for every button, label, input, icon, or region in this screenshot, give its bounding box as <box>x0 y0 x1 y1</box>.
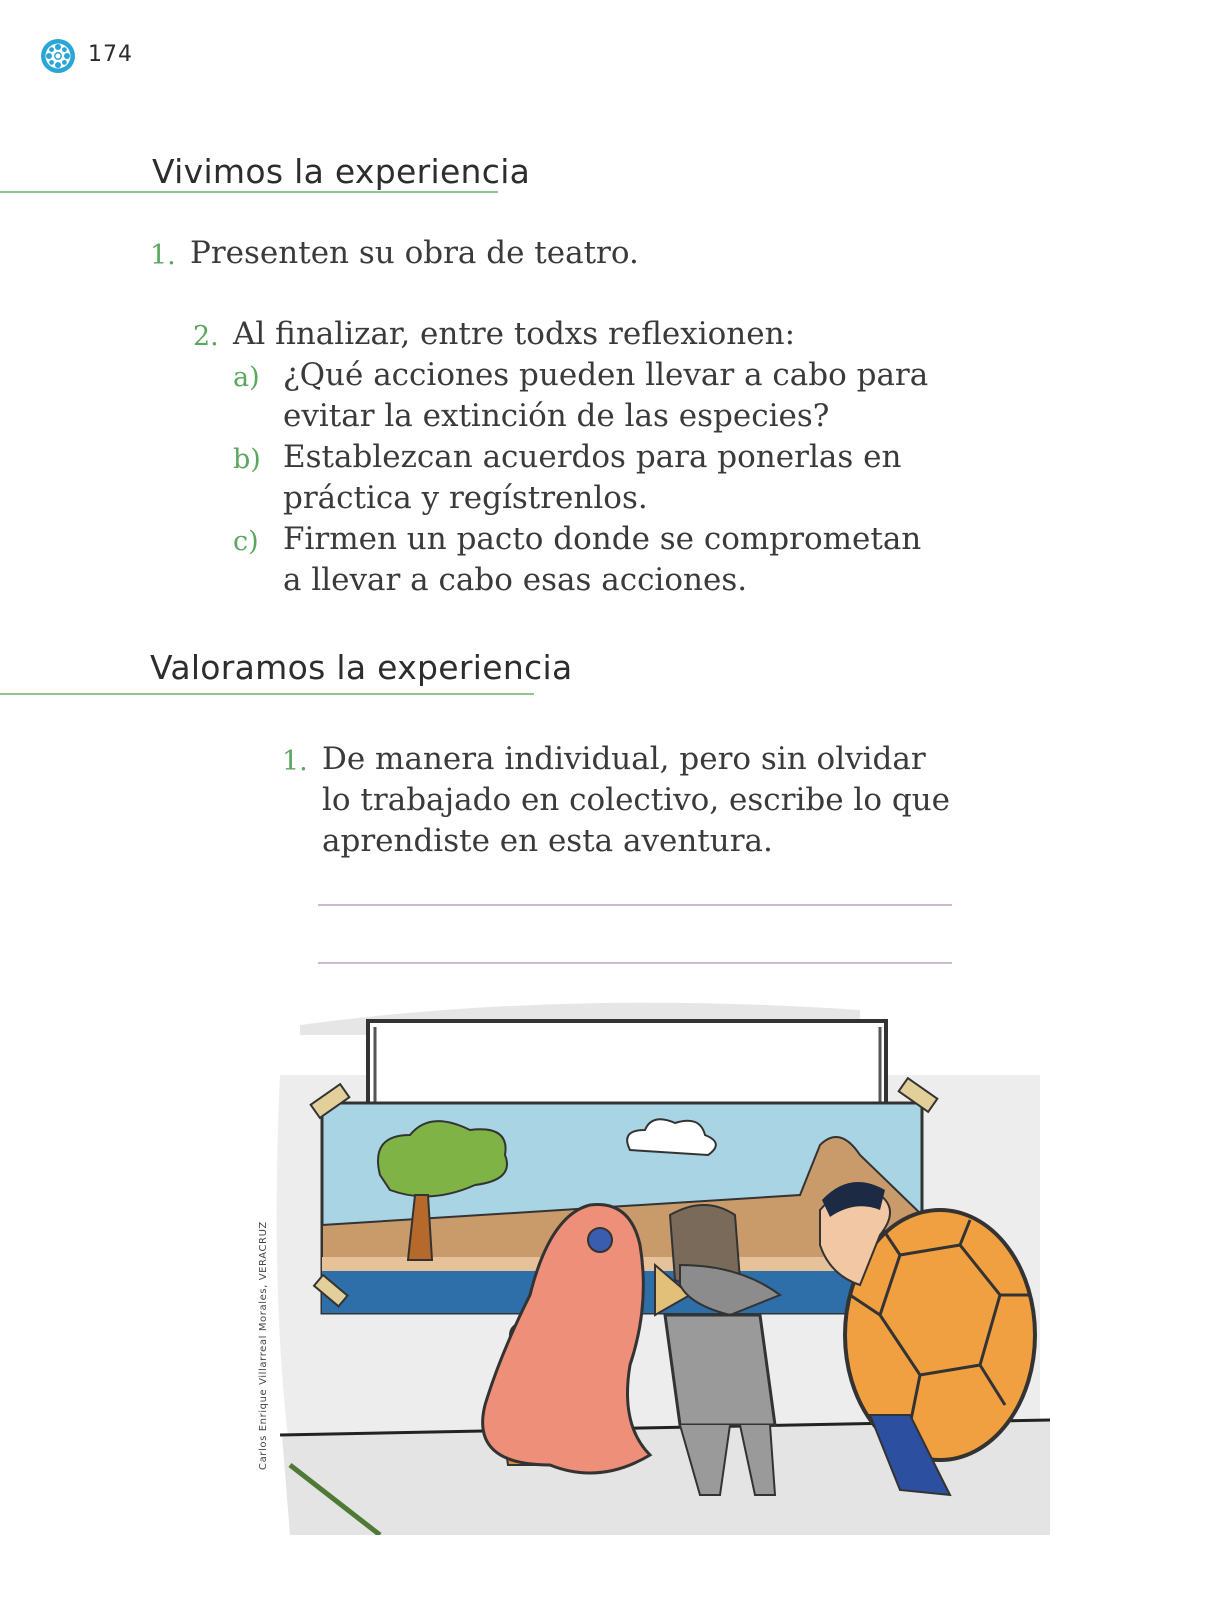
sub-item-line: práctica y regístrenlos. <box>283 480 648 516</box>
sub-item-line: a llevar a cabo esas acciones. <box>283 562 748 598</box>
section-title-vivimos: Vivimos la experiencia <box>152 152 531 191</box>
sub-item-line: evitar la extinción de las especies? <box>283 398 830 434</box>
sub-item-mark: c) <box>233 526 259 557</box>
sub-item-mark: a) <box>233 362 260 393</box>
item-number: 1. <box>282 746 308 777</box>
page-number: 174 <box>88 42 133 67</box>
item-line: lo trabajado en colectivo, escribe lo que <box>322 782 951 818</box>
sub-item-line: Firmen un pacto donde se comprometan <box>283 521 922 557</box>
answer-line[interactable] <box>318 962 952 964</box>
answer-line[interactable] <box>318 904 952 906</box>
item-number: 1. <box>150 240 176 271</box>
item-number: 2. <box>193 321 219 352</box>
section-rule <box>0 191 498 193</box>
item-text: Presenten su obra de teatro. <box>190 235 639 271</box>
item-text: Al finalizar, entre todxs reflexionen: <box>233 316 796 352</box>
section-title-valoramos: Valoramos la experiencia <box>150 648 573 687</box>
illustration-credit: Carlos Enrique Villarreal Morales, VERACRUZ <box>258 1221 269 1470</box>
book-emblem-icon <box>40 38 76 74</box>
section-rule <box>0 693 534 695</box>
sub-item-line: Establezcan acuerdos para ponerlas en <box>283 439 902 475</box>
sub-item-mark: b) <box>233 444 261 475</box>
theater-illustration <box>260 995 1060 1535</box>
item-line: aprendiste en esta aventura. <box>322 823 773 859</box>
sub-item-line: ¿Qué acciones pueden llevar a cabo para <box>283 357 929 393</box>
item-line: De manera individual, pero sin olvidar <box>322 741 926 777</box>
